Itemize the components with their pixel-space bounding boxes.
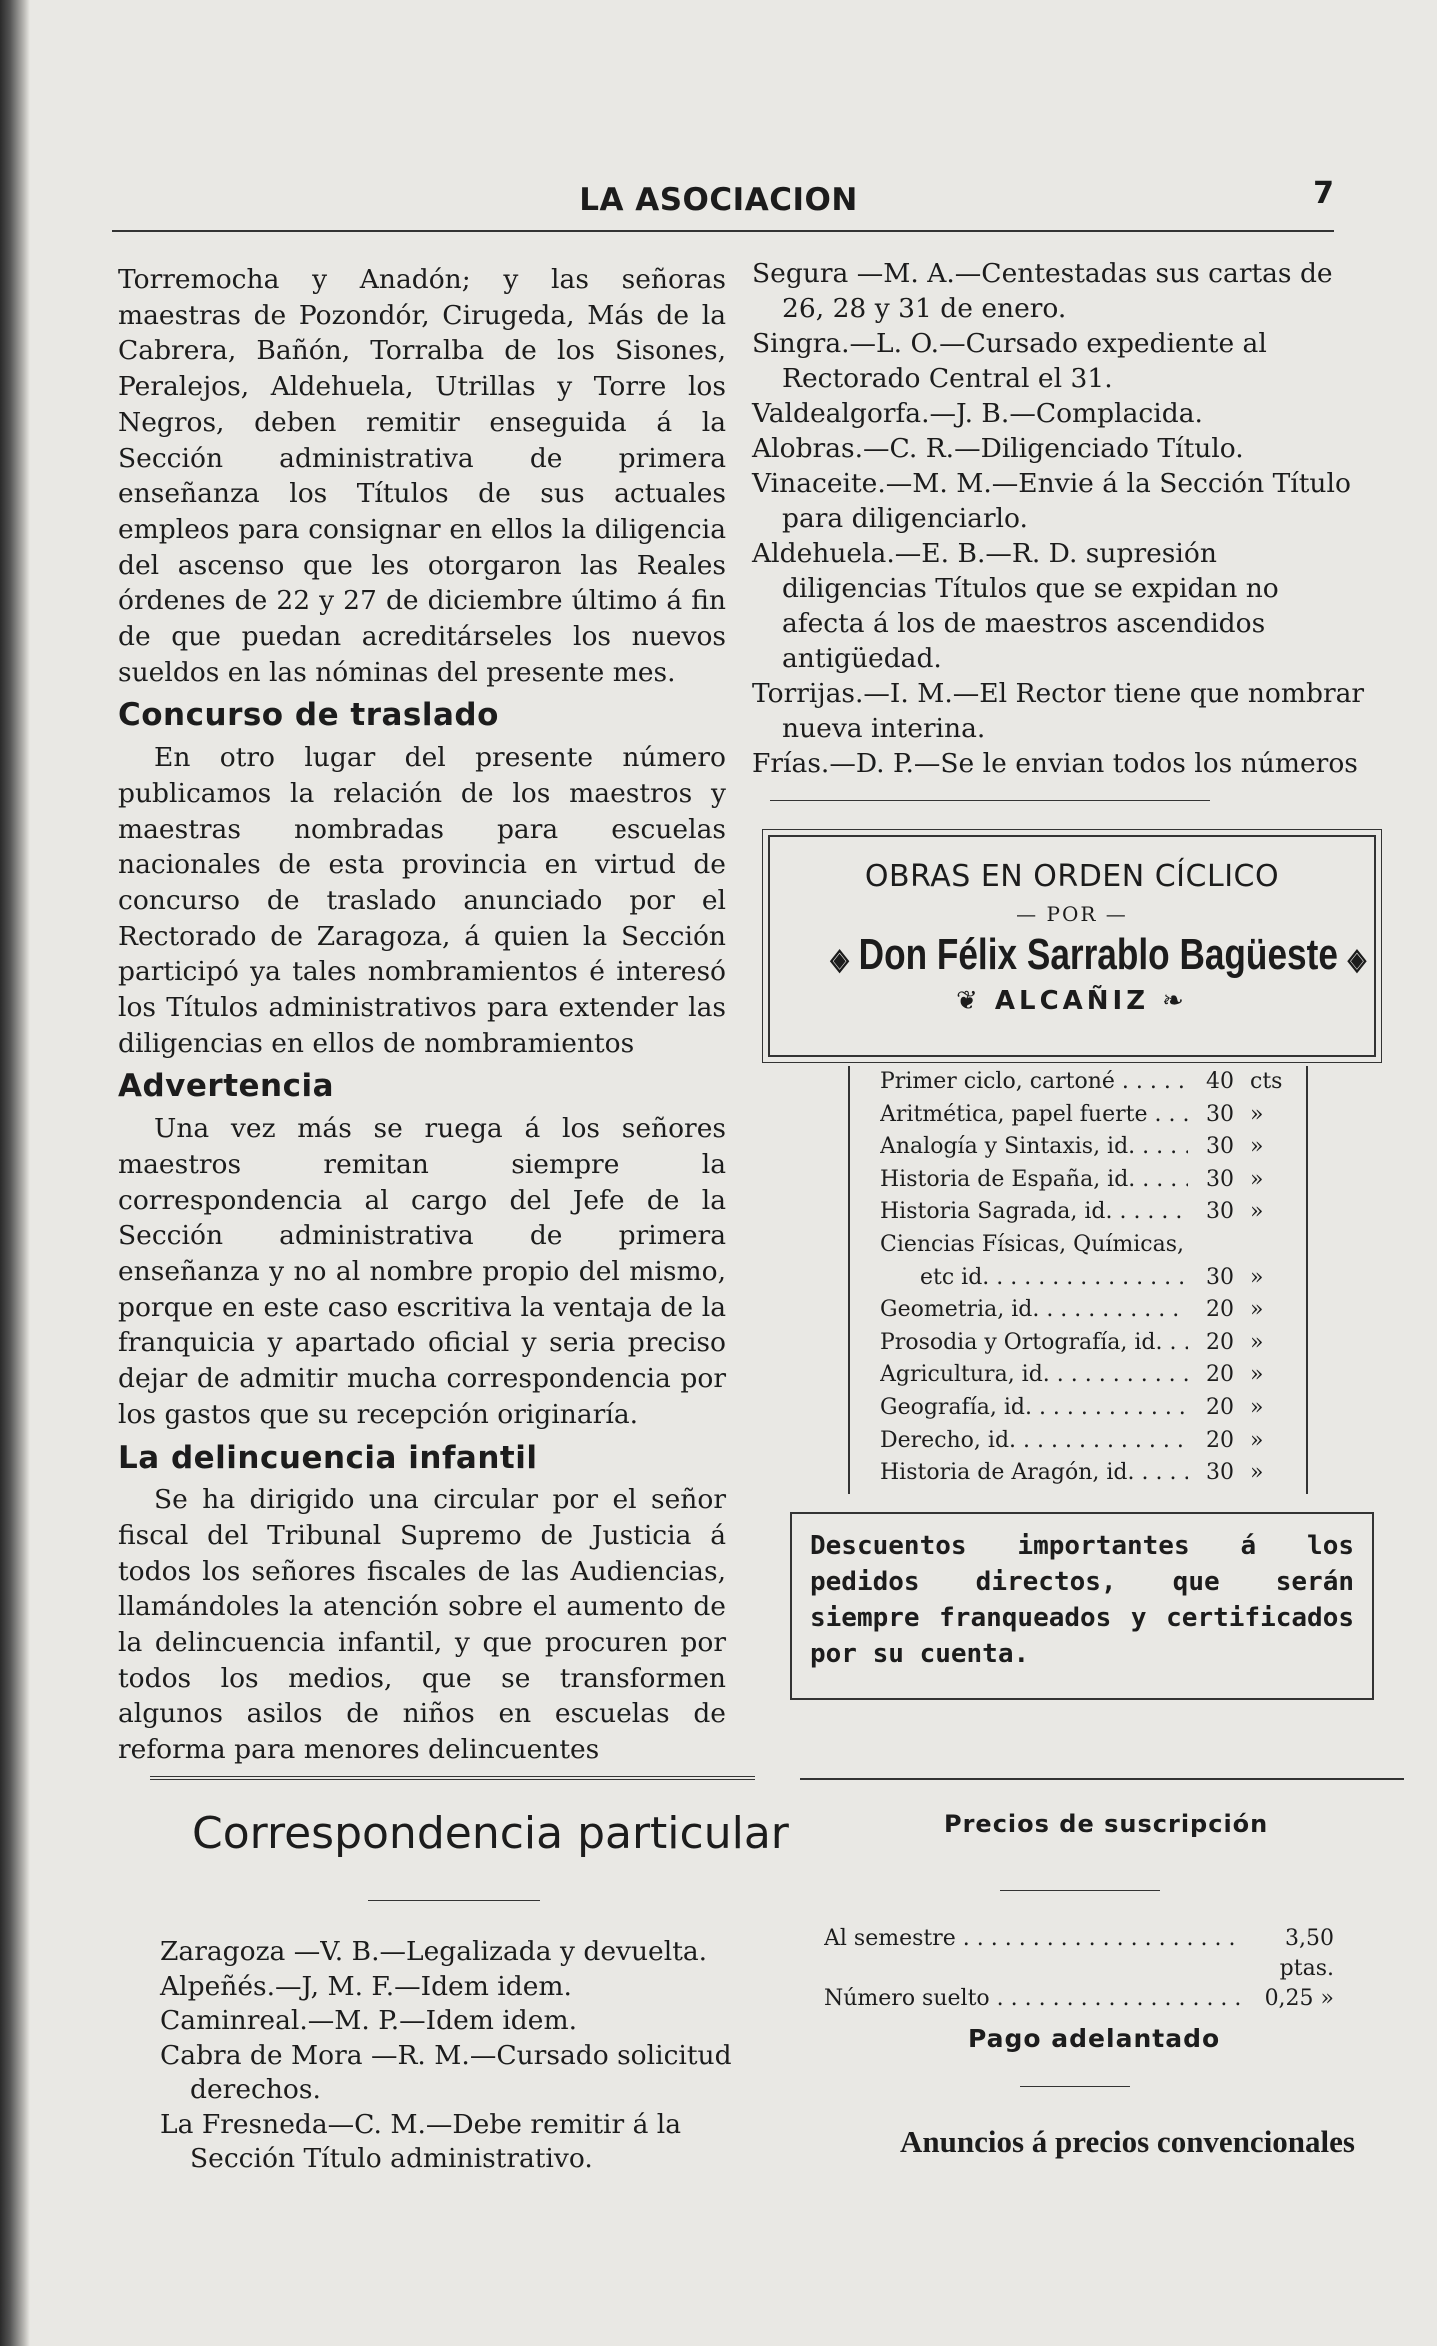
advertencia-heading: Advertencia [118, 1068, 335, 1105]
page-header-title: LA ASOCIACION [579, 182, 858, 218]
right-column-correspondence [752, 256, 1368, 781]
subscription-title: Precios de suscripción [944, 1810, 1269, 1838]
delincuencia-heading: La delincuencia infantil [118, 1439, 538, 1476]
advertisement-place-line [770, 986, 1374, 1016]
correspondence-divider [770, 800, 1210, 801]
price-row: Historia de España, id. . . . 30 » [850, 1164, 1306, 1197]
price-row: Historia de Aragón, id. . . . 30 » [850, 1457, 1306, 1490]
price-row: Ciencias Físicas, Químicas, [880, 1231, 1185, 1257]
subscription-prices [824, 1924, 1384, 2014]
page-number: 7 [1313, 176, 1334, 211]
correspondencia-line: Alpeñés.—J, M. F.—Idem idem. [160, 1970, 572, 2002]
page-binding-edge [0, 0, 30, 2346]
diamond-ornament-icon: ◈ [1347, 943, 1367, 976]
concurso-paragraph: En otro lugar del presente número publicamos la relación de los maestros y maestras nombradas para escuelas nacionales de esta provincia en virtud de concurso de traslado anunciado por el Rectorado de Zaragoza, á quien la Sección participó ya tales nombramientos é interesó los Títulos administrativos para extender las diligencias en ellos de nombramientos [118, 742, 726, 1059]
subscription-payment-note: Pago adelantado [968, 2024, 1221, 2053]
price-row: Analogía y Sintaxis, id. . . . 30 » [850, 1131, 1306, 1164]
discount-note-box [790, 1512, 1374, 1700]
price-row: Historia Sagrada, id. . . . 30 » [850, 1196, 1306, 1229]
correspondence-line: Singra.—L. O.—Cursado expediente al Rectorado Central el 31. [752, 328, 1267, 394]
delincuencia-paragraph: Se ha dirigido una circular por el señor fiscal del Tribunal Supremo de Justicia á todos los señores fiscales de las Audiencias, llamándoles la atención sobre el aumento de la delincuencia infantil, y que procuren por todos los medios, que se transformen algunos asilos de niños en escuelas de reforma para menores delincuentes [118, 1484, 726, 1766]
header-rule [112, 230, 1334, 232]
scroll-ornament-icon: ❧ [1162, 986, 1188, 1016]
left-column [118, 262, 726, 1768]
subscription-row: Al semestre . . . 3,50 ptas. [824, 1924, 1384, 1984]
advertisement-por: — POR — [1016, 902, 1128, 926]
correspondence-line: Frías.—D. P.—Se le envian todos los números [752, 748, 1358, 779]
correspondence-line: Torrijas.—I. M.—El Rector tiene que nombrar nueva interina. [752, 678, 1365, 744]
discount-note: Descuentos importantes á los pedidos directos, que serán siempre franqueados y certificados por su cuenta. [810, 1531, 1354, 1669]
advertisement-place: ALCAÑIZ [994, 986, 1150, 1016]
price-row: Geografía, id. . . . 20 » [850, 1392, 1306, 1425]
correspondencia-line: Cabra de Mora —R. M.—Cursado solicitud derechos. [160, 2039, 732, 2105]
correspondencia-line: Caminreal.—M. P.—Idem idem. [160, 2005, 577, 2036]
price-row: Prosodia y Ortografía, id. . . . 20 » [850, 1327, 1306, 1360]
price-row: Geometria, id. . . . 20 » [850, 1294, 1306, 1327]
diamond-ornament-icon: ◈ [830, 943, 849, 976]
concurso-heading: Concurso de traslado [118, 697, 499, 734]
price-list [848, 1066, 1308, 1494]
correspondencia-particular-title: Correspondencia particular [192, 1808, 789, 1859]
price-row: Primer ciclo, cartoné . . . 40 cts [850, 1066, 1306, 1099]
advertisement-box [768, 835, 1376, 1057]
advertencia-paragraph: Una vez más se ruega á los señores maestros remitan siempre la correspondencia al cargo del Jefe de la Sección administrativa de primera enseñanza y no al nombre propio del mismo, porque en este caso escritiva la ventaja de la franquicia y apartado oficial y seria preciso dejar de admitir mucha correspondencia por los gastos que su recepción originaría. [118, 1113, 726, 1430]
advertisement-title: OBRAS EN ORDEN CÍCLICO [864, 859, 1280, 894]
price-row: Aritmética, papel fuerte . . . 30 » [850, 1099, 1306, 1132]
correspondence-line: Segura —M. A.—Centestadas sus cartas de 26, 28 y 31 de enero. [752, 258, 1333, 324]
intro-paragraph: Torremocha y Anadón; y las señoras maestras de Pozondór, Cirugeda, Más de la Cabrera, Bañón, Torralba de los Sisones, Peralejos, Aldehuela, Utrillas y Torre los Negros, deben remitir enseguida á la Sección administrativa de primera enseñanza los Títulos de sus actuales empleos para consignar en ellos la diligencia del ascenso que les otorgaron las Reales órdenes de 22 y 27 de diciembre último á fin de que puedan acreditárseles los nuevos sueldos en las nóminas del presente mes. [118, 264, 726, 688]
correspondence-line: Valdealgorfa.—J. B.—Complacida. [752, 398, 1203, 429]
price-row: Derecho, id. . . . 20 » [850, 1425, 1306, 1458]
subscription-row: Número suelto . . . 0,25 » [824, 1984, 1384, 2014]
price-row: etc id. . . . 30 » [850, 1262, 1306, 1295]
bottom-right-rule [800, 1778, 1404, 1780]
correspondence-line: Alobras.—C. R.—Diligenciado Título. [752, 433, 1244, 464]
correspondencia-line: Zaragoza —V. B.—Legalizada y devuelta. [160, 1936, 708, 1967]
subscription-ads-note: Anuncios á precios convencionales [900, 2124, 1355, 2159]
correspondencia-title-rule [368, 1900, 540, 1901]
advertisement-author-line [830, 930, 1367, 980]
correspondencia-line: La Fresneda—C. M.—Debe remitir á la Sección Título administrativo. [160, 2108, 682, 2174]
correspondence-line: Vinaceite.—M. M.—Envie á la Sección Título para diligenciarlo. [752, 468, 1351, 534]
subscription-title-rule [1000, 1890, 1160, 1891]
bottom-left-double-rule [150, 1776, 755, 1780]
scroll-ornament-icon: ❦ [956, 986, 982, 1016]
price-row: Agricultura, id. . . . 20 » [850, 1359, 1306, 1392]
correspondencia-particular-list [160, 1935, 780, 2177]
correspondence-line: Aldehuela.—E. B.—R. D. supresión diligencias Títulos que se expidan no afecta á los de maestros ascendidos antigüedad. [752, 538, 1279, 674]
advertisement-author: Don Félix Sarrablo Bagüeste [858, 930, 1338, 979]
subscription-pago-rule [1020, 2086, 1130, 2087]
